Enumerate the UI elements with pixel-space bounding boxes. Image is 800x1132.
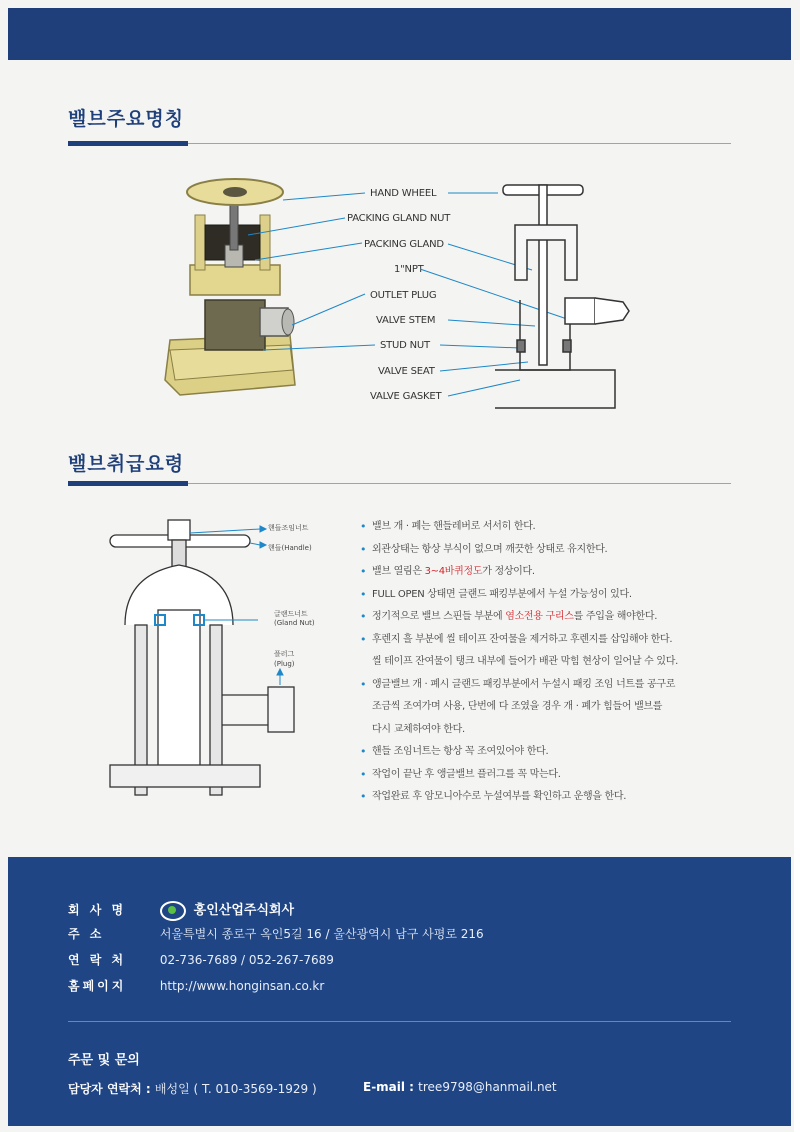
instruction-item: 조금씩 조여가며 사용, 단번에 다 조였을 경우 개 · 폐가 힘들어 밸브를 [372, 701, 663, 712]
instruction-item: 씰 테이프 잔여물이 탱크 내부에 들어가 배관 막힘 현상이 일어날 수 있다. [372, 656, 678, 667]
highlight-text: 염소전용 구리스 [505, 611, 574, 622]
instruction-item: • 작업이 끝난 후 앵글밸브 플러그를 꼭 막는다. [358, 764, 738, 787]
valve-cross-section-1 [495, 180, 645, 410]
company-footer [8, 857, 791, 1126]
address-value: 서울특별시 종로구 옥인5길 16 / 울산광역시 남구 사평로 216 [159, 927, 484, 941]
email-row [363, 1080, 557, 1094]
instruction-item: • 밸브 개 · 폐는 핸들레버로 서서히 한다. [358, 516, 738, 539]
company-logo-icon [160, 901, 186, 921]
part-label: STUD NUT [380, 340, 430, 351]
manager-key: 담당자 연락처 : [68, 1082, 155, 1096]
instruction-item: • 후렌지 흘 부분에 씰 테이프 잔여물을 제거하고 후렌지를 삽입해야 한다. [358, 629, 738, 652]
section-title-valve-parts: 밸브주요명칭 [68, 108, 185, 130]
label-plug-en: (Plug) [274, 660, 295, 668]
label-gland-nut-ko: 글랜드너트 [274, 610, 308, 618]
instruction-item: 다시 교체하여야 한다. [372, 723, 465, 735]
homepage-link[interactable]: http://www.honginsan.co.kr [159, 979, 325, 993]
part-label: VALVE GASKET [370, 391, 442, 402]
manager-row [68, 1080, 317, 1097]
address-key: 주 소 [68, 927, 105, 941]
label-handle-nut: 핸들조임너트 [268, 524, 309, 532]
label-gland-nut-en: (Gland Nut) [274, 619, 315, 627]
section-divider [68, 483, 731, 484]
part-label: VALVE SEAT [378, 366, 435, 377]
company-key: 회 사 명 [68, 903, 127, 917]
manager-value: 배성일 ( T. 010-3569-1929 ) [154, 1082, 317, 1096]
part-label: PACKING GLAND [364, 239, 444, 250]
contact-value: 02-736-7689 / 052-267-7689 [159, 953, 334, 967]
handling-instructions-list [358, 516, 738, 809]
homepage-key: 홈페이지 [68, 979, 127, 993]
highlight-text: 3~4바퀴정도 [424, 566, 483, 577]
section-title-handling-guide: 밸브취급요령 [68, 453, 185, 475]
instruction-item: • 외관상태는 항상 부식이 없으며 깨끗한 상태로 유지한다. [358, 539, 738, 562]
part-label: VALVE STEM [376, 315, 436, 326]
homepage-row [68, 977, 324, 994]
part-label: HAND WHEEL [370, 188, 437, 199]
part-label: PACKING GLAND NUT [347, 213, 451, 224]
instruction-item: • 앵글밸브 개 · 폐시 글랜드 패킹부분에서 누설시 패킹 조임 너트를 공구로 [358, 674, 738, 697]
contact-key: 연 락 처 [68, 953, 127, 967]
leader-lines [0, 0, 800, 420]
instruction-item: • 정기적으로 밸브 스핀들 부분에 염소전용 구리스를 주입을 해야한다. [358, 606, 738, 629]
company-row [68, 899, 294, 921]
valve-cross-section-2 [100, 515, 340, 805]
label-plug-ko: 플러그 [274, 650, 295, 658]
instruction-item: • 밸브 열림은 3~4바퀴정도가 정상이다. [358, 561, 738, 584]
instruction-item: • 작업완료 후 암모니아수로 누설여부를 확인하고 운행을 한다. [358, 786, 738, 809]
address-row [68, 925, 484, 942]
email-key: E-mail : [363, 1080, 419, 1094]
order-title: 주문 및 문의 [68, 1053, 140, 1068]
instruction-item: • 핸들 조임너트는 항상 꼭 조여있어야 한다. [358, 741, 738, 764]
company-name: 홍인산업주식회사 [193, 903, 295, 918]
contact-row [68, 951, 334, 968]
part-label: OUTLET PLUG [370, 290, 437, 301]
label-handle: 핸들(Handle) [268, 544, 312, 552]
email-value[interactable]: tree9798@hanmail.net [418, 1080, 557, 1094]
instruction-item: • FULL OPEN 상태면 글랜드 패킹부분에서 누설 가능성이 있다. [358, 584, 738, 607]
part-label: 1"NPT [394, 264, 424, 275]
footer-divider [68, 1021, 731, 1022]
